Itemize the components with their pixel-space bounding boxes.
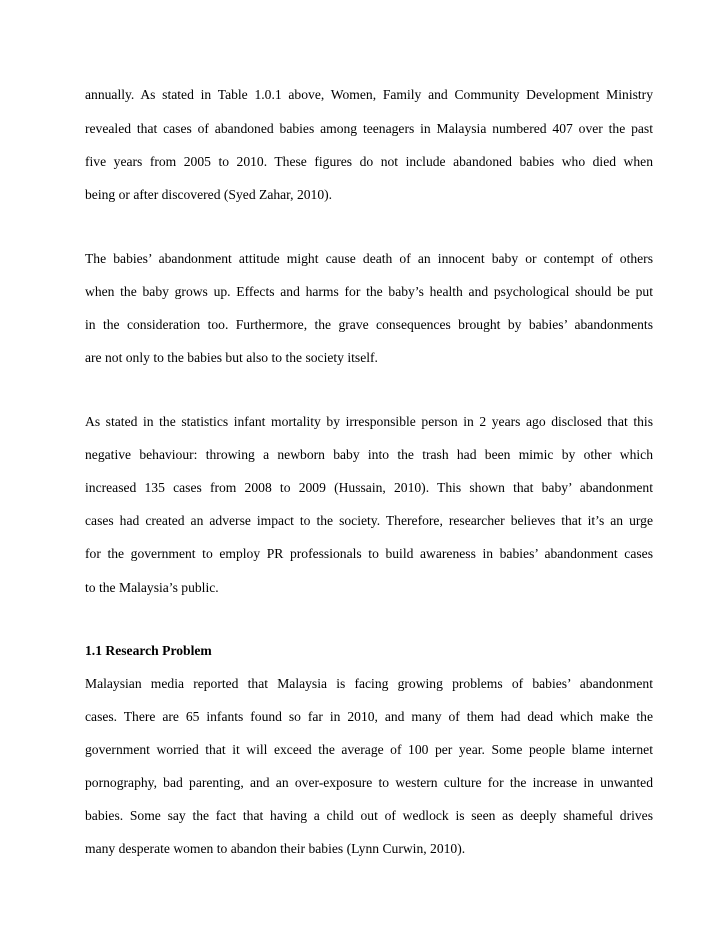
paragraph-line: for the government to employ PR professionals to build awareness in babies’ abandonment cases	[85, 546, 653, 561]
paragraph-line: cases. There are 65 infants found so far in 2010, and many of them had dead which make the	[85, 709, 653, 724]
paragraph-line: in the consideration too. Furthermore, the grave consequences brought by babies’ abandonments	[85, 317, 653, 332]
paragraph-line: negative behaviour: throwing a newborn baby into the trash had been mimic by other which	[85, 447, 653, 462]
paragraph-line: pornography, bad parenting, and an over-exposure to western culture for the increase in unwanted	[85, 775, 653, 790]
paragraph-line: annually. As stated in Table 1.0.1 above, Women, Family and Community Development Ministry	[85, 87, 653, 102]
section-heading: 1.1 Research Problem	[85, 643, 212, 658]
paragraph-line: increased 135 cases from 2008 to 2009 (Hussain, 2010). This shown that baby’ abandonment	[85, 480, 653, 495]
paragraph-line: babies. Some say the fact that having a child out of wedlock is seen as deeply shameful drives	[85, 808, 653, 823]
paragraph-line: cases had created an adverse impact to the society. Therefore, researcher believes that it’s an urge	[85, 513, 653, 528]
paragraph-line: to the Malaysia’s public.	[85, 580, 219, 595]
paragraph-line: As stated in the statistics infant mortality by irresponsible person in 2 years ago disclosed that this	[85, 414, 653, 429]
paragraph-line: many desperate women to abandon their babies (Lynn Curwin, 2010).	[85, 841, 466, 856]
paragraph-line: five years from 2005 to 2010. These figures do not include abandoned babies who died when	[85, 154, 653, 169]
paragraph-line: Malaysian media reported that Malaysia is facing growing problems of babies’ abandonment	[85, 676, 653, 691]
paragraph-line: are not only to the babies but also to the society itself.	[85, 350, 378, 365]
paragraph-line: revealed that cases of abandoned babies among teenagers in Malaysia numbered 407 over the past	[85, 121, 653, 136]
paragraph-line: being or after discovered (Syed Zahar, 2010).	[85, 187, 333, 202]
paragraph-line: The babies’ abandonment attitude might cause death of an innocent baby or contempt of others	[85, 251, 653, 266]
paragraph-line: government worried that it will exceed the average of 100 per year. Some people blame internet	[85, 742, 653, 757]
paragraph-line: when the baby grows up. Effects and harms for the baby’s health and psychological should be put	[85, 284, 653, 299]
